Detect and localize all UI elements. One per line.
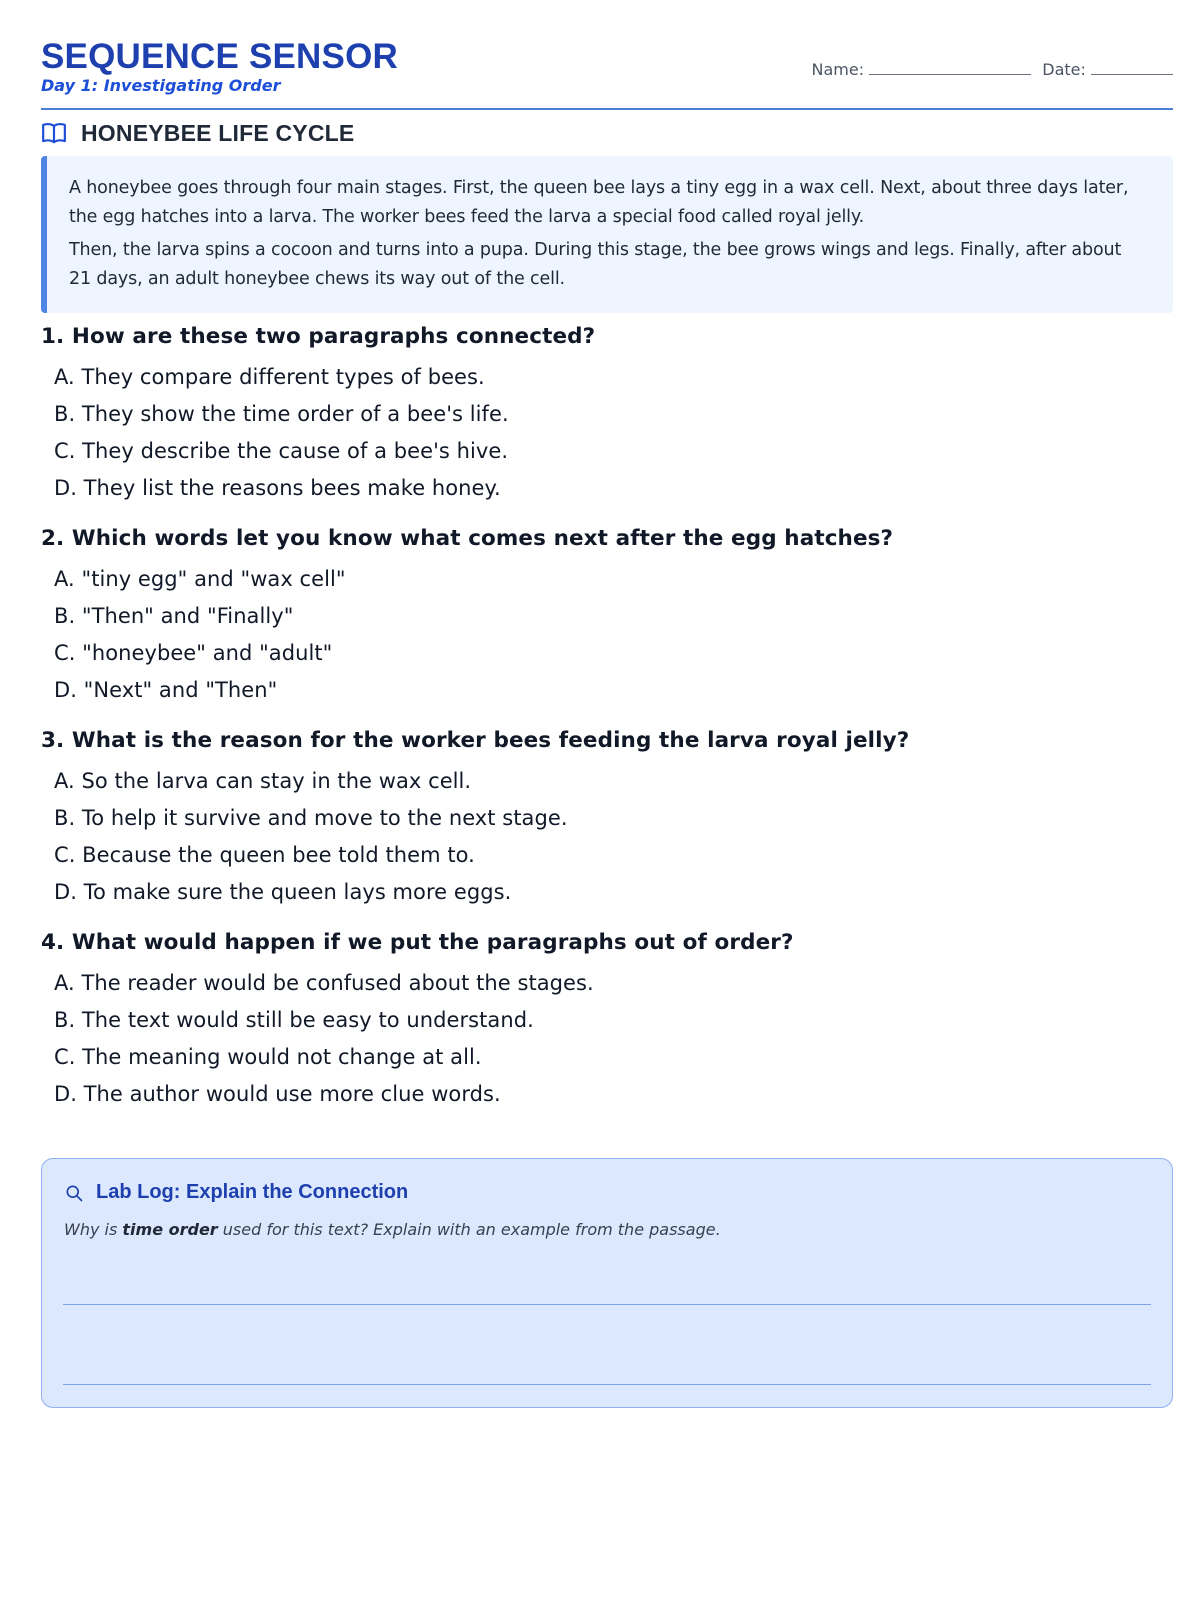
answer-option[interactable]: D. The author would use more clue words. (54, 1082, 501, 1106)
question-text: 2. Which words let you know what comes next after the egg hatches? (41, 526, 894, 551)
question-list (41, 322, 1173, 1130)
answer-option[interactable]: C. They describe the cause of a bee's hive. (54, 439, 509, 463)
answer-options (41, 561, 1173, 709)
prompt-emphasis: time order (122, 1220, 218, 1239)
lab-log-prompt (64, 1219, 721, 1241)
answer-option[interactable]: B. "Then" and "Finally" (54, 604, 294, 628)
answer-writing-line[interactable] (63, 1304, 1151, 1305)
answer-option[interactable]: D. They list the reasons bees make honey. (54, 476, 501, 500)
question-1 (41, 322, 1173, 507)
answer-options (41, 763, 1173, 911)
page-subtitle: Day 1: Investigating Order (41, 76, 281, 95)
answer-option[interactable]: D. "Next" and "Then" (54, 678, 278, 702)
question-text: 4. What would happen if we put the paragraphs out of order? (41, 930, 794, 955)
answer-writing-line[interactable] (63, 1384, 1151, 1385)
answer-options (41, 359, 1173, 507)
name-blank[interactable] (869, 58, 1031, 75)
prompt-text: Why is (64, 1220, 123, 1239)
answer-option[interactable]: A. So the larva can stay in the wax cell. (54, 769, 472, 793)
reading-passage (41, 156, 1173, 313)
passage-paragraph: A honeybee goes through four main stages. First, the queen bee lays a tiny egg in a wax cell. Next, about three days later, the egg hatches into a larva. The worker bees feed the larva a special food called royal jelly. (69, 178, 1129, 227)
name-date-fields (811, 58, 1173, 81)
worksheet-header (41, 0, 1173, 110)
prompt-text: used for this text? Explain with an example from the passage. (217, 1220, 721, 1239)
question-text: 3. What is the reason for the worker bees feeding the larva royal jelly? (41, 728, 910, 753)
name-label: Name: (811, 60, 865, 79)
lab-log-title: Lab Log: Explain the Connection (96, 1181, 409, 1203)
answer-option[interactable]: A. The reader would be confused about the stages. (54, 971, 594, 995)
lab-log-box (41, 1158, 1173, 1408)
passage-paragraph: Then, the larva spins a cocoon and turns into a pupa. During this stage, the bee grows wings and legs. Finally, after about 21 days, an adult honeybee chews its way out of the cell. (69, 240, 1122, 289)
date-label: Date: (1042, 60, 1086, 79)
page-title: SEQUENCE SENSOR (41, 37, 398, 76)
section-heading (41, 118, 354, 148)
answer-option[interactable]: C. The meaning would not change at all. (54, 1045, 482, 1069)
question-text: 1. How are these two paragraphs connected? (41, 324, 596, 349)
answer-options (41, 965, 1173, 1113)
worksheet-page (41, 0, 1173, 1239)
answer-option[interactable]: D. To make sure the queen lays more eggs. (54, 880, 512, 904)
answer-option[interactable]: A. They compare different types of bees. (54, 365, 485, 389)
lab-log-heading (64, 1181, 408, 1204)
question-4 (41, 928, 1173, 1113)
answer-option[interactable]: B. They show the time order of a bee's life. (54, 402, 509, 426)
question-2 (41, 524, 1173, 709)
answer-option[interactable]: B. To help it survive and move to the next stage. (54, 806, 568, 830)
answer-option[interactable]: C. Because the queen bee told them to. (54, 843, 475, 867)
date-blank[interactable] (1091, 58, 1173, 75)
section-title: HONEYBEE LIFE CYCLE (81, 119, 355, 146)
magnifier-icon (64, 1183, 84, 1203)
answer-option[interactable]: C. "honeybee" and "adult" (54, 641, 333, 665)
answer-option[interactable]: A. "tiny egg" and "wax cell" (54, 567, 346, 591)
question-3 (41, 726, 1173, 911)
open-book-icon (41, 120, 67, 146)
answer-option[interactable]: B. The text would still be easy to understand. (54, 1008, 534, 1032)
